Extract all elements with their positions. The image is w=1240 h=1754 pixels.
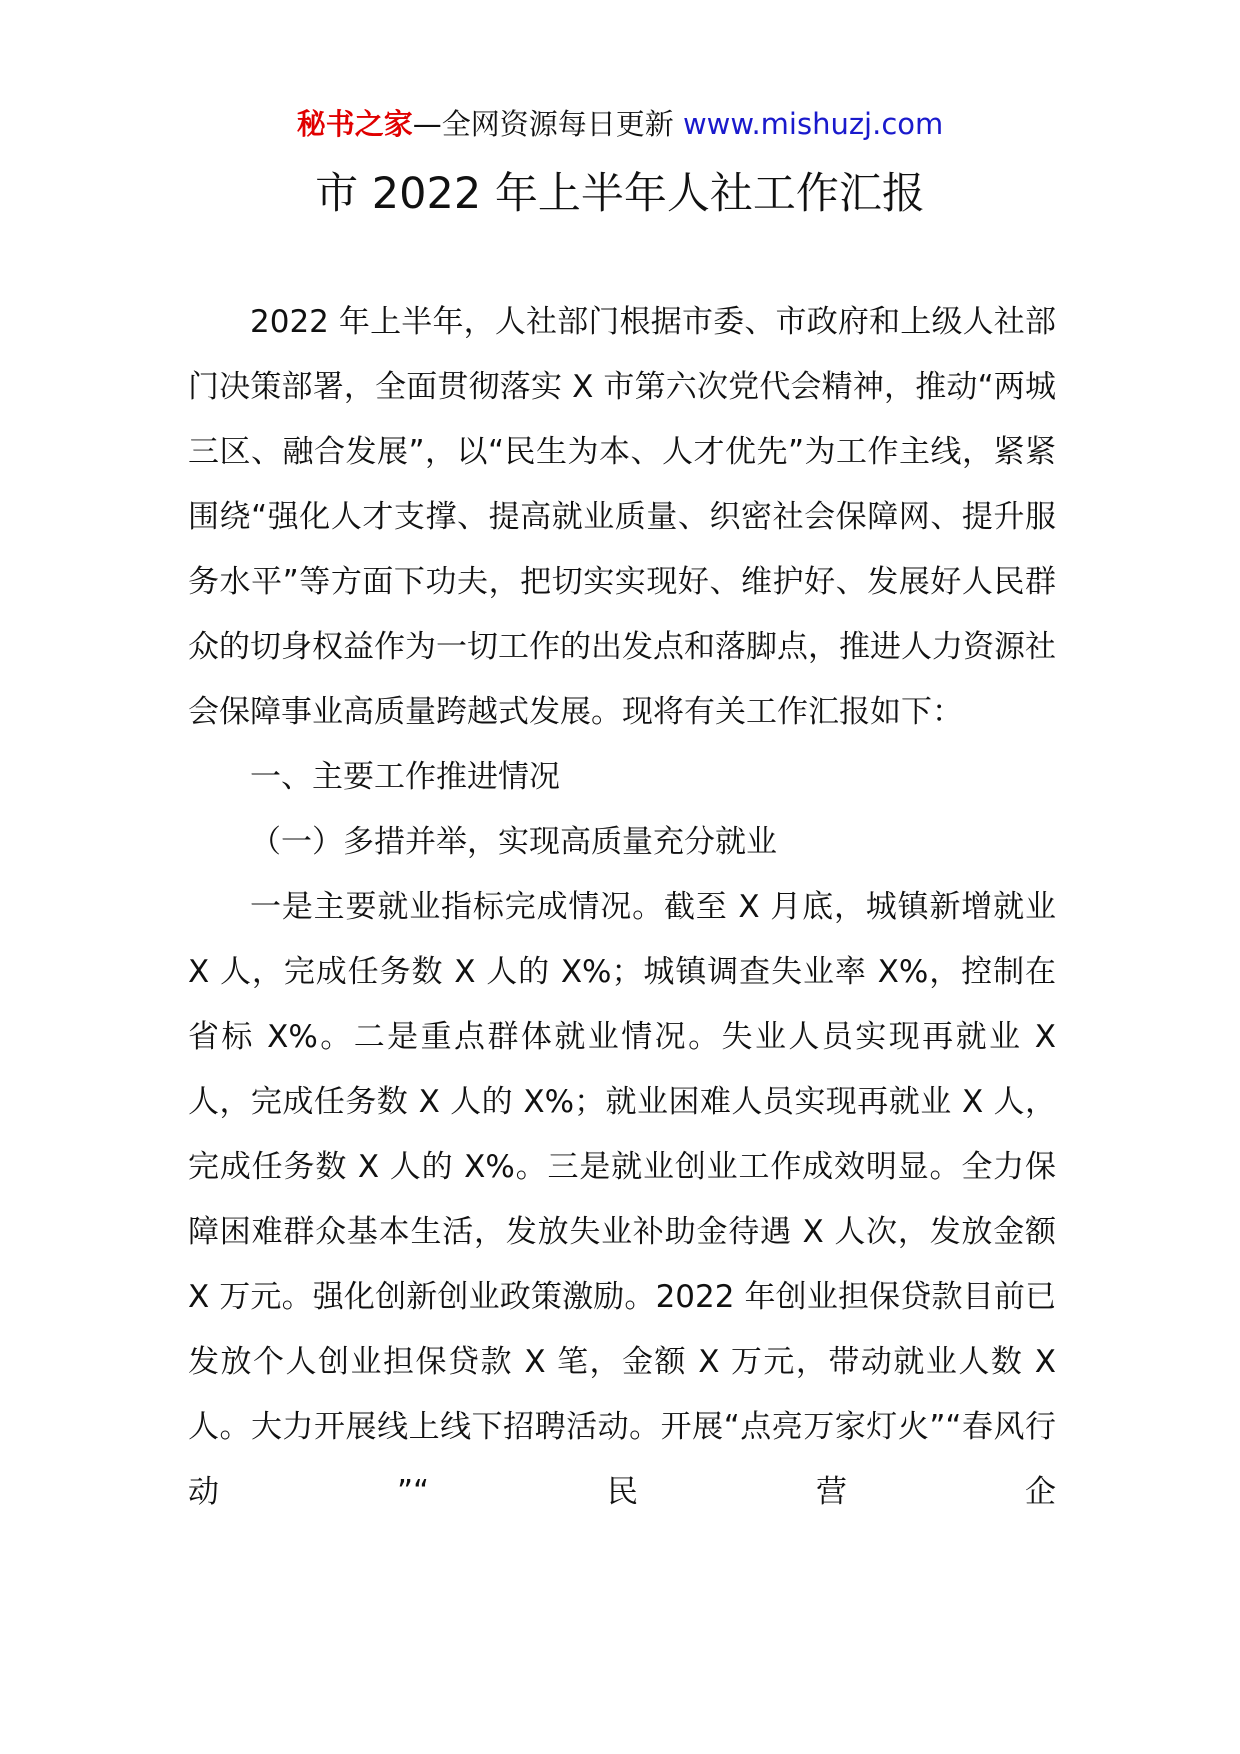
intro-paragraph: 2022 年上半年，人社部门根据市委、市政府和上级人社部门决策部署，全面贯彻落实 X 市第六次党代会精神，推动“两城三区、融合发展”，以“民生为本、人才优先”为工作主线，紧紧围绕“强化人才支撑、提高就业质量、织密社会保障网、提升服务水平”等方面下功夫，把切实实现好、维护好、发展好人民群众的切身权益作为一切工作的出发点和落脚点，推进人力资源社会保障事业高质量跨越式发展。现将有关工作汇报如下： — [188, 304, 1056, 730]
document-title: 市 2022 年上半年人社工作汇报 — [315, 169, 925, 219]
document-body — [188, 290, 1056, 1525]
site-header — [0, 104, 1240, 144]
section-heading: 一、主要工作推进情况 — [250, 759, 560, 795]
header-slogan: —全网资源每日更新 — [412, 107, 683, 141]
subsection-heading: （一）多措并举，实现高质量充分就业 — [250, 824, 777, 860]
employment-paragraph: 一是主要就业指标完成情况。截至 X 月底，城镇新增就业 X 人，完成任务数 X 人的 X%；城镇调查失业率 X%，控制在省标 X%。二是重点群体就业情况。失业人员实现再就业 X 人，完成任务数 X 人的 X%；就业困难人员实现再就业 X 人，完成任务数 X 人的 X%。三是就业创业工作成效明显。全力保障困难群众基本生活，发放失业补助金待遇 X 人次，发放金额 X 万元。强化创新创业政策激励。2022 年创业担保贷款目前已发放个人创业担保贷款 X 笔，金额 X 万元，带动就业人数 X 人。大力开展线上线下招聘活动。开展“点亮万家灯火”“春风行动”“民营企 — [188, 889, 1056, 1510]
brand-name: 秘书之家 — [296, 107, 413, 141]
site-url-link[interactable]: www.mishuzj.com — [682, 107, 944, 141]
